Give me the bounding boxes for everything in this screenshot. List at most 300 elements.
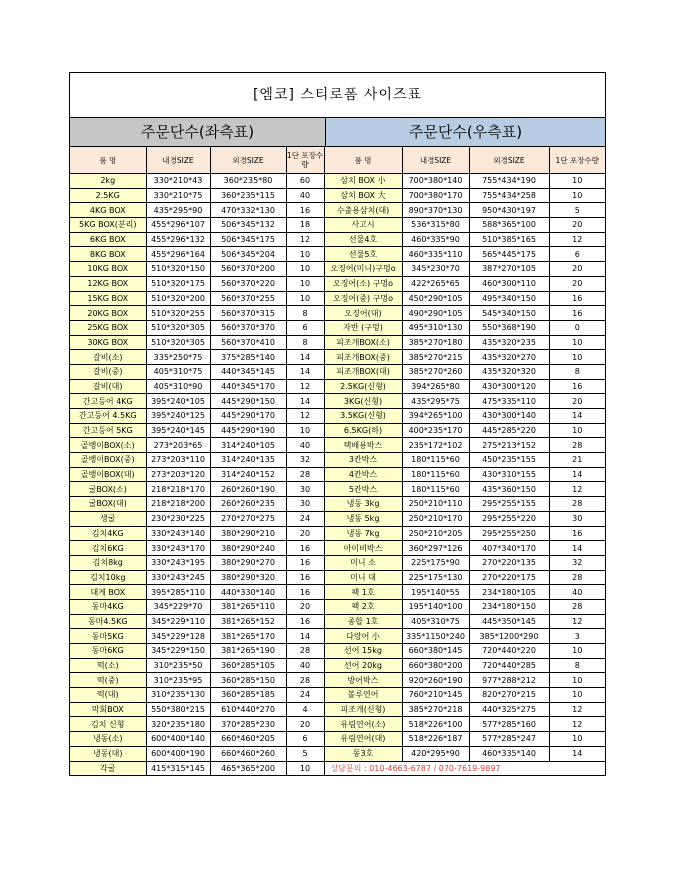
left-outer-size-cell: 360*235*115 [210, 188, 286, 203]
left-inner-size-cell: 230*230*225 [146, 511, 210, 526]
right-inner-size-cell: 460*335*90 [402, 232, 469, 247]
left-qty-cell: 10 [286, 262, 324, 277]
right-outer-size-cell: 234*180*105 [469, 585, 549, 600]
left-qty-cell: 60 [286, 174, 324, 189]
left-name-cell: 간고등어 4KG [70, 394, 146, 409]
header-inner-size: 내경SIZE [146, 147, 210, 174]
right-inner-size-cell: 920*260*190 [402, 673, 469, 688]
left-qty-cell: 16 [286, 570, 324, 585]
right-qty-cell: 14 [549, 467, 605, 482]
left-outer-size-cell: 380*290*320 [210, 570, 286, 585]
table-row [70, 614, 605, 629]
left-qty-cell: 5 [286, 746, 324, 761]
right-outer-size-cell: 475*335*110 [469, 394, 549, 409]
right-name-cell: 3.5KG(신형) [324, 409, 402, 424]
right-qty-cell: 28 [549, 497, 605, 512]
right-qty-cell: 6 [549, 247, 605, 262]
table-row [70, 511, 605, 526]
right-inner-size-cell: 536*315*80 [402, 218, 469, 233]
left-qty-cell: 14 [286, 350, 324, 365]
right-outer-size-cell: 435*320*235 [469, 335, 549, 350]
right-name-cell: 오징어(중) 구멍o [324, 291, 402, 306]
right-outer-size-cell: 430*300*120 [469, 379, 549, 394]
left-inner-size-cell: 395*240*125 [146, 409, 210, 424]
right-name-cell: 자반 (구멍) [324, 320, 402, 335]
right-qty-cell: 8 [549, 364, 605, 379]
left-inner-size-cell: 395*240*145 [146, 423, 210, 438]
right-name-cell: 오징어(미니)구멍o [324, 262, 402, 277]
right-qty-cell: 20 [549, 262, 605, 277]
left-qty-cell: 16 [286, 555, 324, 570]
left-outer-size-cell: 381*265*152 [210, 614, 286, 629]
right-outer-size-cell: 435*320*270 [469, 350, 549, 365]
left-name-cell: 간고등어 4.5KG [70, 409, 146, 424]
left-inner-size-cell: 218*218*200 [146, 497, 210, 512]
right-name-cell: 선물4호 [324, 232, 402, 247]
right-outer-size-cell: 440*325*275 [469, 702, 549, 717]
left-name-cell: 동마5KG [70, 629, 146, 644]
right-outer-size-cell: 495*340*150 [469, 291, 549, 306]
right-name-cell: 선어 15kg [324, 644, 402, 659]
right-name-cell: 3KG(신형) [324, 394, 402, 409]
left-outer-size-cell: 440*345*170 [210, 379, 286, 394]
left-outer-size-cell: 360*285*185 [210, 688, 286, 703]
right-name-cell: 오징어(소) 구멍o [324, 276, 402, 291]
right-name-cell: 냉동 3kg [324, 497, 402, 512]
right-outer-size-cell: 510*385*165 [469, 232, 549, 247]
left-name-cell: 김치 신형 [70, 717, 146, 732]
left-inner-size-cell: 330*243*245 [146, 570, 210, 585]
right-outer-size-cell: 720*440*285 [469, 658, 549, 673]
right-outer-size-cell: 588*365*100 [469, 218, 549, 233]
header-qty: 1단 포장수량 [549, 147, 605, 174]
right-qty-cell: 12 [549, 614, 605, 629]
table-row [70, 247, 605, 262]
left-qty-cell: 10 [286, 247, 324, 262]
left-outer-size-cell: 506*345*132 [210, 218, 286, 233]
right-qty-cell: 8 [549, 658, 605, 673]
left-qty-cell: 4 [286, 702, 324, 717]
left-name-cell: 떡(대) [70, 688, 146, 703]
right-outer-size-cell: 430*300*140 [469, 409, 549, 424]
left-name-cell: 15KG BOX [70, 291, 146, 306]
left-qty-cell: 14 [286, 364, 324, 379]
right-qty-cell: 10 [549, 644, 605, 659]
right-qty-cell: 16 [549, 379, 605, 394]
right-outer-size-cell: 387*270*105 [469, 262, 549, 277]
left-outer-size-cell: 380*290*240 [210, 541, 286, 556]
right-inner-size-cell: 335*1150*240 [402, 629, 469, 644]
contact-info: 상담문의 : 010-4663-6787 / 070-7619-9897 [324, 761, 605, 775]
right-outer-size-cell: 755*434*258 [469, 188, 549, 203]
left-name-cell: 동마4.5KG [70, 614, 146, 629]
left-outer-size-cell: 314*240*105 [210, 438, 286, 453]
table-row [70, 350, 605, 365]
left-outer-size-cell: 560*370*220 [210, 276, 286, 291]
right-outer-size-cell: 270*220*135 [469, 555, 549, 570]
right-outer-size-cell: 460*300*110 [469, 276, 549, 291]
right-inner-size-cell: 700*380*170 [402, 188, 469, 203]
right-outer-size-cell: 720*440*220 [469, 644, 549, 659]
left-qty-cell: 8 [286, 335, 324, 350]
table-row [70, 746, 605, 761]
right-name-cell: 6.5KG(하) [324, 423, 402, 438]
right-name-cell: 3칸박스 [324, 453, 402, 468]
right-qty-cell: 10 [549, 423, 605, 438]
left-qty-cell: 6 [286, 732, 324, 747]
table-row [70, 761, 605, 775]
left-qty-cell: 32 [286, 453, 324, 468]
right-name-cell: 삼치 BOX 大 [324, 188, 402, 203]
right-name-cell: 아이비박스 [324, 541, 402, 556]
left-inner-size-cell: 310*235*95 [146, 673, 210, 688]
right-inner-size-cell: 490*290*105 [402, 306, 469, 321]
page-title: [엠코] 스티로폼 사이즈표 [70, 73, 605, 118]
left-outer-size-cell: 465*365*200 [210, 761, 286, 775]
right-name-cell: 팩 1호 [324, 585, 402, 600]
right-inner-size-cell: 518*226*100 [402, 717, 469, 732]
right-inner-size-cell: 225*175*90 [402, 555, 469, 570]
left-outer-size-cell: 506*345*204 [210, 247, 286, 262]
right-qty-cell: 28 [549, 570, 605, 585]
right-inner-size-cell: 460*335*110 [402, 247, 469, 262]
left-qty-cell: 16 [286, 585, 324, 600]
right-qty-cell: 16 [549, 306, 605, 321]
right-outer-size-cell: 755*434*190 [469, 174, 549, 189]
right-qty-cell: 16 [549, 291, 605, 306]
left-name-cell: 굴BOX(소) [70, 482, 146, 497]
left-outer-size-cell: 440*345*145 [210, 364, 286, 379]
right-outer-size-cell: 430*310*155 [469, 467, 549, 482]
right-qty-cell: 28 [549, 599, 605, 614]
table-row [70, 585, 605, 600]
right-qty-cell: 21 [549, 453, 605, 468]
left-inner-size-cell: 510*320*150 [146, 262, 210, 277]
right-name-cell: 유림연어(대) [324, 732, 402, 747]
table-row [70, 732, 605, 747]
table-row [70, 409, 605, 424]
right-inner-size-cell: 700*380*140 [402, 174, 469, 189]
table-row [70, 599, 605, 614]
left-name-cell: 동마6KG [70, 644, 146, 659]
table-row [70, 188, 605, 203]
left-name-cell: 10KG BOX [70, 262, 146, 277]
right-qty-cell: 12 [549, 717, 605, 732]
left-qty-cell: 10 [286, 761, 324, 775]
right-outer-size-cell: 460*335*140 [469, 746, 549, 761]
table-body [70, 174, 605, 776]
left-outer-size-cell: 560*370*255 [210, 291, 286, 306]
right-inner-size-cell: 345*230*70 [402, 262, 469, 277]
right-outer-size-cell: 295*255*155 [469, 497, 549, 512]
left-name-cell: 굴BOX(대) [70, 497, 146, 512]
left-inner-size-cell: 320*235*180 [146, 717, 210, 732]
table-row [70, 218, 605, 233]
left-qty-cell: 24 [286, 688, 324, 703]
left-name-cell: 12KG BOX [70, 276, 146, 291]
right-outer-size-cell: 445*350*145 [469, 614, 549, 629]
right-outer-size-cell: 275*213*152 [469, 438, 549, 453]
right-qty-cell: 12 [549, 482, 605, 497]
right-outer-size-cell: 977*288*212 [469, 673, 549, 688]
left-name-cell: 골뱅이BOX(대) [70, 467, 146, 482]
right-inner-size-cell: 385*270*218 [402, 702, 469, 717]
right-qty-cell: 10 [549, 732, 605, 747]
left-outer-size-cell: 560*370*410 [210, 335, 286, 350]
left-inner-size-cell: 330*210*75 [146, 188, 210, 203]
left-outer-size-cell: 610*440*270 [210, 702, 286, 717]
right-name-cell: 4칸박스 [324, 467, 402, 482]
right-qty-cell: 10 [549, 174, 605, 189]
left-inner-size-cell: 345*229*128 [146, 629, 210, 644]
left-name-cell: 골뱅이BOX(소) [70, 438, 146, 453]
right-outer-size-cell: 545*340*150 [469, 306, 549, 321]
left-inner-size-cell: 330*243*195 [146, 555, 210, 570]
left-outer-size-cell: 560*370*200 [210, 262, 286, 277]
right-name-cell: 종합 1호 [324, 614, 402, 629]
table-row [70, 232, 605, 247]
right-qty-cell: 14 [549, 409, 605, 424]
right-qty-cell: 28 [549, 438, 605, 453]
table-row [70, 438, 605, 453]
left-name-cell: 동마4KG [70, 599, 146, 614]
left-inner-size-cell: 273*203*120 [146, 467, 210, 482]
right-inner-size-cell: 385*270*180 [402, 335, 469, 350]
table-row [70, 570, 605, 585]
left-outer-size-cell: 260*260*190 [210, 482, 286, 497]
table-row [70, 658, 605, 673]
table-row [70, 688, 605, 703]
left-outer-size-cell: 260*260*235 [210, 497, 286, 512]
right-outer-size-cell: 450*235*155 [469, 453, 549, 468]
table-row [70, 453, 605, 468]
left-name-cell: 떡(중) [70, 673, 146, 688]
table-row [70, 364, 605, 379]
right-qty-cell: 0 [549, 320, 605, 335]
left-name-cell: 4KG BOX [70, 203, 146, 218]
left-inner-size-cell: 510*320*175 [146, 276, 210, 291]
left-qty-cell: 16 [286, 614, 324, 629]
right-outer-size-cell: 407*340*170 [469, 541, 549, 556]
right-inner-size-cell: 495*310*130 [402, 320, 469, 335]
left-inner-size-cell: 218*218*170 [146, 482, 210, 497]
left-inner-size-cell: 345*229*150 [146, 644, 210, 659]
right-outer-size-cell: 577*285*160 [469, 717, 549, 732]
left-name-cell: 6KG BOX [70, 232, 146, 247]
left-name-cell: 김치10kg [70, 570, 146, 585]
right-qty-cell: 14 [549, 746, 605, 761]
right-name-cell: 오징어(대) [324, 306, 402, 321]
left-inner-size-cell: 310*235*130 [146, 688, 210, 703]
right-inner-size-cell: 385*270*260 [402, 364, 469, 379]
right-name-cell: 냉동 5kg [324, 511, 402, 526]
right-inner-size-cell: 250*210*170 [402, 511, 469, 526]
right-name-cell: 피조개BOX(중) [324, 350, 402, 365]
right-inner-size-cell: 235*172*102 [402, 438, 469, 453]
right-qty-cell: 10 [549, 335, 605, 350]
left-inner-size-cell: 330*210*43 [146, 174, 210, 189]
left-inner-size-cell: 330*243*140 [146, 526, 210, 541]
right-name-cell: 미니 대 [324, 570, 402, 585]
left-name-cell: 갈비(대) [70, 379, 146, 394]
right-inner-size-cell: 195*140*55 [402, 585, 469, 600]
right-name-cell: 2.5KG(신형) [324, 379, 402, 394]
right-qty-cell: 20 [549, 394, 605, 409]
table-row [70, 276, 605, 291]
right-outer-size-cell: 950*430*197 [469, 203, 549, 218]
left-name-cell: 냉동(소) [70, 732, 146, 747]
left-qty-cell: 20 [286, 599, 324, 614]
left-inner-size-cell: 600*400*140 [146, 732, 210, 747]
right-name-cell: 볼루연어 [324, 688, 402, 703]
right-inner-size-cell: 195*140*100 [402, 599, 469, 614]
table-row [70, 629, 605, 644]
table-row [70, 555, 605, 570]
left-outer-size-cell: 270*270*275 [210, 511, 286, 526]
left-qty-cell: 12 [286, 232, 324, 247]
right-inner-size-cell: 405*310*75 [402, 614, 469, 629]
table-row [70, 482, 605, 497]
right-inner-size-cell: 420*295*90 [402, 746, 469, 761]
left-name-cell: 25KG BOX [70, 320, 146, 335]
left-qty-cell: 20 [286, 717, 324, 732]
right-outer-size-cell: 577*285*247 [469, 732, 549, 747]
left-inner-size-cell: 510*320*200 [146, 291, 210, 306]
right-qty-cell: 16 [549, 526, 605, 541]
left-inner-size-cell: 510*320*305 [146, 320, 210, 335]
right-outer-size-cell: 445*285*220 [469, 423, 549, 438]
right-qty-cell: 10 [549, 350, 605, 365]
table-row [70, 262, 605, 277]
right-inner-size-cell: 225*175*130 [402, 570, 469, 585]
right-outer-size-cell: 435*320*320 [469, 364, 549, 379]
left-name-cell: 김치4KG [70, 526, 146, 541]
left-name-cell: 2.5KG [70, 188, 146, 203]
left-name-cell: 생굴 [70, 511, 146, 526]
left-outer-size-cell: 381*265*190 [210, 644, 286, 659]
left-inner-size-cell: 310*235*50 [146, 658, 210, 673]
right-inner-size-cell: 180*115*60 [402, 467, 469, 482]
left-qty-cell: 18 [286, 218, 324, 233]
left-name-cell: 30KG BOX [70, 335, 146, 350]
left-qty-cell: 14 [286, 629, 324, 644]
right-name-cell: 냉동 7kg [324, 526, 402, 541]
left-inner-size-cell: 510*320*255 [146, 306, 210, 321]
left-name-cell: 막회BOX [70, 702, 146, 717]
right-inner-size-cell: 394*265*80 [402, 379, 469, 394]
left-inner-size-cell: 345*229*70 [146, 599, 210, 614]
left-name-cell: 5KG BOX(분리) [70, 218, 146, 233]
table-row [70, 320, 605, 335]
right-qty-cell: 10 [549, 673, 605, 688]
left-qty-cell: 6 [286, 320, 324, 335]
left-inner-size-cell: 395*285*110 [146, 585, 210, 600]
right-inner-size-cell: 890*370*130 [402, 203, 469, 218]
left-name-cell: 김치6KG [70, 541, 146, 556]
right-outer-size-cell: 550*368*190 [469, 320, 549, 335]
left-outer-size-cell: 314*240*135 [210, 453, 286, 468]
left-name-cell: 냉동(대) [70, 746, 146, 761]
left-qty-cell: 24 [286, 511, 324, 526]
left-outer-size-cell: 445*290*150 [210, 394, 286, 409]
right-inner-size-cell: 422*265*65 [402, 276, 469, 291]
right-qty-cell: 10 [549, 688, 605, 703]
left-qty-cell: 12 [286, 379, 324, 394]
right-qty-cell: 3 [549, 629, 605, 644]
right-inner-size-cell: 435*295*75 [402, 394, 469, 409]
left-outer-size-cell: 360*285*150 [210, 673, 286, 688]
table-row [70, 673, 605, 688]
header-name: 품 명 [324, 147, 402, 174]
table-row [70, 379, 605, 394]
left-qty-cell: 16 [286, 541, 324, 556]
left-inner-size-cell: 335*250*75 [146, 350, 210, 365]
left-inner-size-cell: 405*310*90 [146, 379, 210, 394]
right-section-title: 주문단수(우측표) [326, 118, 605, 146]
right-inner-size-cell: 760*210*145 [402, 688, 469, 703]
left-outer-size-cell: 660*460*260 [210, 746, 286, 761]
left-outer-size-cell: 560*370*315 [210, 306, 286, 321]
left-outer-size-cell: 375*285*140 [210, 350, 286, 365]
right-outer-size-cell: 270*220*175 [469, 570, 549, 585]
left-name-cell: 떡(소) [70, 658, 146, 673]
table-row [70, 467, 605, 482]
right-name-cell: 사고시 [324, 218, 402, 233]
right-qty-cell: 30 [549, 511, 605, 526]
right-inner-size-cell: 180*115*60 [402, 453, 469, 468]
left-name-cell: 간고등어 5KG [70, 423, 146, 438]
right-name-cell: 미니 소 [324, 555, 402, 570]
left-inner-size-cell: 330*243*170 [146, 541, 210, 556]
left-inner-size-cell: 273*203*110 [146, 453, 210, 468]
right-qty-cell: 40 [549, 585, 605, 600]
right-qty-cell: 10 [549, 188, 605, 203]
header-name: 품 명 [70, 147, 146, 174]
table-row [70, 306, 605, 321]
left-qty-cell: 14 [286, 394, 324, 409]
header-qty: 1단 포장수량 [286, 147, 324, 174]
left-outer-size-cell: 360*235*80 [210, 174, 286, 189]
right-name-cell: 동3호 [324, 746, 402, 761]
right-inner-size-cell: 250*210*110 [402, 497, 469, 512]
left-outer-size-cell: 470*332*130 [210, 203, 286, 218]
left-outer-size-cell: 380*290*270 [210, 555, 286, 570]
left-qty-cell: 30 [286, 482, 324, 497]
left-qty-cell: 28 [286, 644, 324, 659]
left-name-cell: 2kg [70, 174, 146, 189]
right-qty-cell: 20 [549, 276, 605, 291]
table-row [70, 497, 605, 512]
left-outer-size-cell: 445*290*190 [210, 423, 286, 438]
table-row [70, 291, 605, 306]
left-outer-size-cell: 560*370*370 [210, 320, 286, 335]
left-inner-size-cell: 405*310*75 [146, 364, 210, 379]
table-row [70, 644, 605, 659]
right-name-cell: 팩 2호 [324, 599, 402, 614]
left-qty-cell: 16 [286, 203, 324, 218]
right-qty-cell: 12 [549, 232, 605, 247]
left-inner-size-cell: 415*315*145 [146, 761, 210, 775]
left-name-cell: 갈비(중) [70, 364, 146, 379]
right-inner-size-cell: 180*115*60 [402, 482, 469, 497]
table-row [70, 541, 605, 556]
table-row [70, 203, 605, 218]
left-inner-size-cell: 395*240*105 [146, 394, 210, 409]
left-inner-size-cell: 345*229*110 [146, 614, 210, 629]
right-outer-size-cell: 435*360*150 [469, 482, 549, 497]
right-inner-size-cell: 360*297*126 [402, 541, 469, 556]
right-name-cell: 선어 20kg [324, 658, 402, 673]
